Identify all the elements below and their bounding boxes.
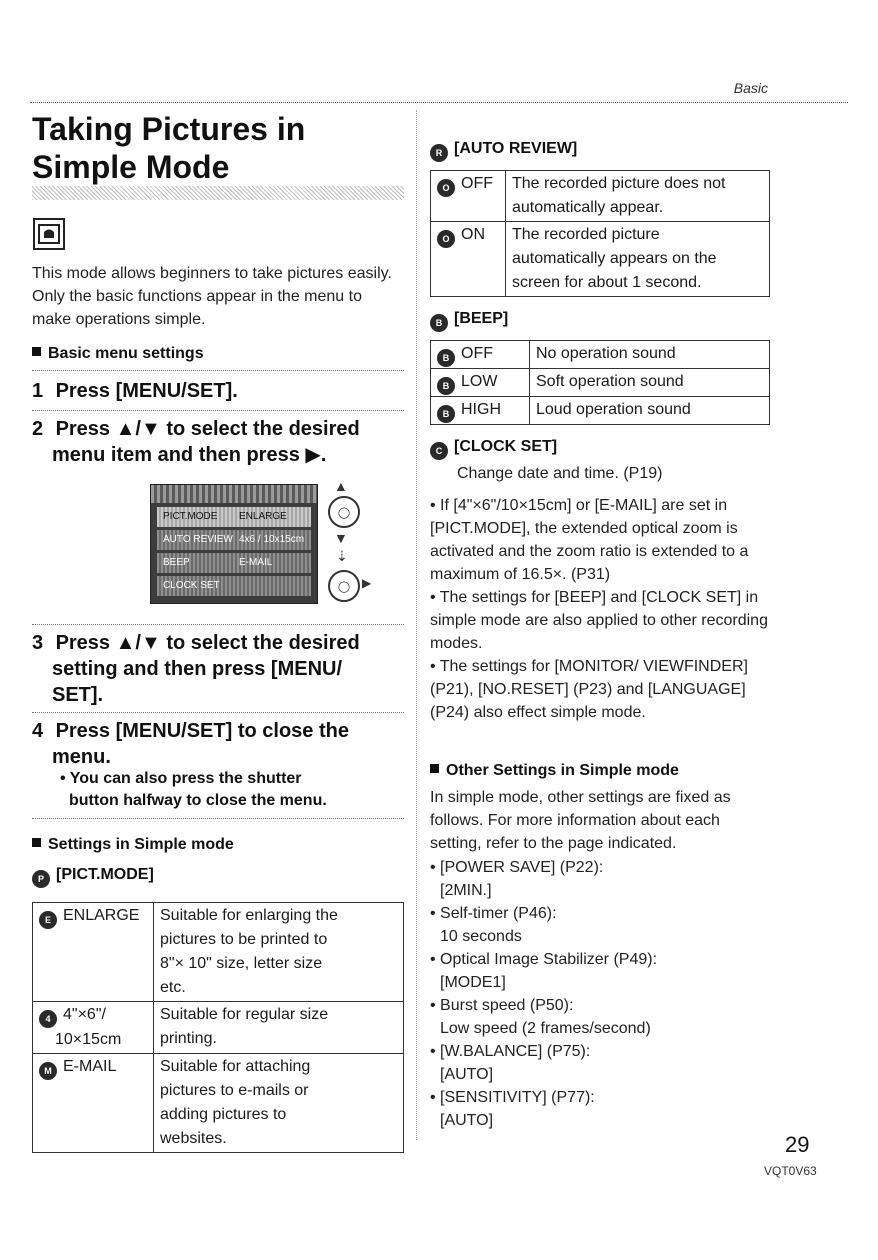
dotted-divider: [32, 410, 404, 411]
table-cell: Suitable for enlarging the pictures to be printed to 8"× 10" size, letter size etc.: [154, 903, 404, 1002]
beep-low-icon: B: [437, 377, 455, 395]
beep-table: [430, 340, 770, 425]
beep-off-icon: B: [437, 349, 455, 367]
table-cell: Loud operation sound: [530, 397, 770, 425]
table-cell: B LOW: [431, 369, 530, 397]
dotted-divider: [32, 370, 404, 371]
title-pattern: [32, 186, 404, 200]
step-number: 4: [32, 720, 44, 742]
step-text: Press ▲/▼ to select the desired: [55, 632, 360, 654]
beep-heading: B [BEEP]: [430, 310, 508, 332]
table-row: [431, 222, 770, 297]
page-title-line2: Simple Mode: [32, 149, 230, 185]
document-code: VQT0V63: [764, 1164, 817, 1178]
dotted-divider: [32, 624, 404, 625]
step-text: setting and then press [MENU/: [52, 658, 343, 680]
table-row: [431, 369, 770, 397]
column-divider: [416, 110, 417, 1140]
step-2: [32, 416, 404, 468]
table-cell: B HIGH: [431, 397, 530, 425]
auto-review-table: [430, 170, 770, 297]
page-title: [32, 110, 305, 186]
table-row: [431, 341, 770, 369]
menu-row: CLOCK SET: [157, 576, 311, 596]
auto-review-heading: R [AUTO REVIEW]: [430, 140, 577, 162]
step-text: menu.: [52, 746, 111, 768]
clock-set-desc: Change date and time. (P19): [457, 465, 663, 482]
square-bullet-icon: [32, 838, 41, 847]
table-cell: O ON: [431, 222, 506, 297]
page-title-line1: Taking Pictures in: [32, 111, 306, 147]
nav-dial-icon: ◯: [328, 570, 360, 602]
header-divider: [30, 102, 848, 103]
table-row: [431, 171, 770, 222]
nav-dial-icon: ◯: [328, 496, 360, 528]
table-cell: E ENLARGE: [33, 903, 154, 1002]
table-cell: Suitable for attaching pictures to e-mails or adding pictures to websites.: [154, 1054, 404, 1153]
table-row: [33, 1054, 404, 1153]
table-cell: The recorded picture automatically appears on the screen for about 1 second.: [506, 222, 770, 297]
list-item: • [POWER SAVE] (P22): [2MIN.]: [430, 859, 604, 899]
list-item: • Optical Image Stabilizer (P49): [MODE1]: [430, 951, 658, 991]
step-text: menu item and then press ▶.: [52, 444, 327, 466]
beep-icon: B: [430, 314, 448, 332]
menu-title-bar: [151, 485, 317, 503]
table-cell: B OFF: [431, 341, 530, 369]
other-settings-list: [430, 856, 775, 1132]
section-label: Basic: [733, 80, 768, 96]
square-bullet-icon: [430, 764, 439, 773]
beep-high-icon: B: [437, 405, 455, 423]
table-cell: O OFF: [431, 171, 506, 222]
other-settings-intro: In simple mode, other settings are fixed as follows. For more information about each setting, refer to the page indicated.: [430, 789, 731, 852]
on-icon: O: [437, 230, 455, 248]
press-down-icon: ⇣: [336, 548, 348, 564]
regular-size-icon: 4: [39, 1010, 57, 1028]
arrow-up-icon: ▲: [334, 478, 348, 494]
auto-review-icon: R: [430, 144, 448, 162]
menu-row: BEEP E-MAIL: [157, 553, 311, 573]
table-cell: Soft operation sound: [530, 369, 770, 397]
clock-set-heading: C [CLOCK SET]: [430, 438, 557, 460]
step-text: Press ▲/▼ to select the desired: [55, 418, 360, 440]
list-item: • Burst speed (P50): Low speed (2 frames/second): [430, 997, 651, 1037]
step-text: Press [MENU/SET] to close the: [55, 720, 349, 742]
dotted-divider: [32, 818, 404, 819]
table-cell: M E-MAIL: [33, 1054, 154, 1153]
list-item: • [SENSITIVITY] (P77): [AUTO]: [430, 1089, 595, 1129]
clock-icon: C: [430, 442, 448, 460]
list-item: • [W.BALANCE] (P75): [AUTO]: [430, 1043, 591, 1083]
step-4-note: • You can also press the shutter button halfway to close the menu.: [60, 770, 327, 809]
table-row: [33, 903, 404, 1002]
table-cell: The recorded picture does not automatically appear.: [506, 171, 770, 222]
list-item: • Self-timer (P46): 10 seconds: [430, 905, 557, 945]
step-1: [32, 378, 404, 404]
note-item: • If [4"×6"/10×15cm] or [E-MAIL] are set in [PICT.MODE], the extended optical zoom is activated and the zoom ratio is extended to a maximum of 16.5×. (P31): [430, 497, 749, 583]
step-number: 3: [32, 632, 44, 654]
notes-list: [430, 494, 772, 724]
step-3: [32, 630, 404, 708]
arrow-down-icon: ▼: [334, 530, 348, 546]
step-text: Press [MENU/SET].: [55, 380, 238, 402]
other-settings-heading: Other Settings in Simple mode: [430, 762, 679, 780]
note-item: • The settings for [MONITOR/ VIEWFINDER] (P21), [NO.RESET] (P23) and [LANGUAGE] (P24) also effect simple mode.: [430, 658, 748, 721]
menu-screenshot: [150, 484, 318, 604]
note-item: • The settings for [BEEP] and [CLOCK SET] in simple mode are also applied to other recording modes.: [430, 589, 768, 652]
menu-row: PICT.MODE ENLARGE: [157, 507, 311, 527]
intro-text: This mode allows beginners to take pictures easily. Only the basic functions appear in the menu to make operations simple.: [32, 265, 392, 328]
pict-mode-icon: P: [32, 870, 50, 888]
table-row: [33, 1002, 404, 1054]
step-number: 2: [32, 418, 44, 440]
dotted-divider: [32, 712, 404, 713]
table-cell: No operation sound: [530, 341, 770, 369]
step-text: SET].: [52, 684, 104, 706]
pict-mode-table: [32, 902, 404, 1153]
pict-mode-heading: P [PICT.MODE]: [32, 866, 154, 888]
page-number: 29: [785, 1132, 810, 1157]
table-cell: 4 4"×6"/ 10×15cm: [33, 1002, 154, 1054]
step-number: 1: [32, 380, 44, 402]
step-4: [32, 718, 404, 770]
basic-menu-heading: Basic menu settings: [32, 345, 204, 363]
off-icon: O: [437, 179, 455, 197]
email-icon: M: [39, 1062, 57, 1080]
arrow-right-icon: ▶: [362, 576, 372, 590]
enlarge-icon: E: [39, 911, 57, 929]
simple-mode-icon: [33, 218, 65, 250]
menu-row: AUTO REVIEW 4x6 / 10x15cm: [157, 530, 311, 550]
settings-heading: Settings in Simple mode: [32, 836, 234, 854]
square-bullet-icon: [32, 347, 41, 356]
table-cell: Suitable for regular size printing.: [154, 1002, 404, 1054]
table-row: [431, 397, 770, 425]
